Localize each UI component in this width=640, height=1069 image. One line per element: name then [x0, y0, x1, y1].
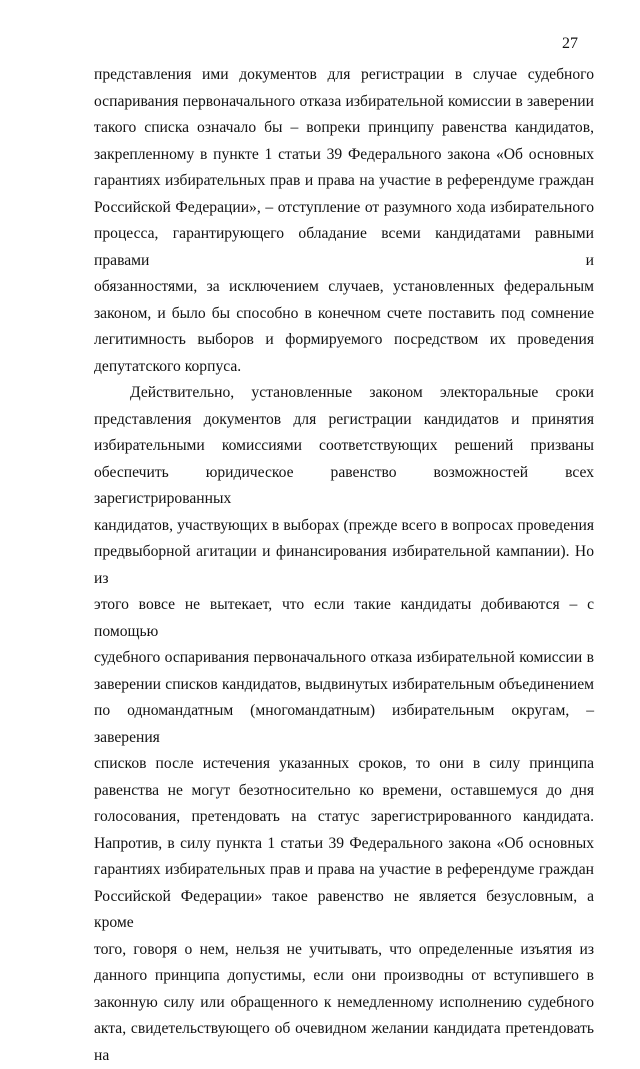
paragraph-1-line-10: легитимность выборов и формируемого посредством их проведения	[94, 331, 594, 348]
paragraph-2-line-17: того, говоря о нем, нельзя не учитывать, что определенные изъятия из	[94, 940, 594, 958]
paragraph-2-line-19: законную силу или обращенного к немедленному исполнению судебного	[94, 993, 594, 1011]
paragraph-1-line-11: депутатского корпуса.	[94, 357, 242, 375]
paragraph-1-line-9: законом, и было бы способно в конечном счете поставить под сомнение	[94, 304, 594, 322]
paragraph-2-line-8: судебного оспаривания первоначального отказа избирательной комиссии в	[94, 649, 594, 666]
paragraph-2-line-13: голосования, претендовать на статус зарегистрированного кандидата.	[94, 808, 594, 825]
paragraph-2-line-18: данного принципа допустимы, если они производны от вступившего в	[94, 967, 594, 984]
paragraph-2-line-3: избирательными комиссиями соответствующих решений призваны	[94, 437, 594, 454]
paragraph-2-line-7: этого вовсе не вытекает, что если такие кандидаты добиваются – с помощью	[94, 596, 594, 640]
paragraph-1-line-6: Российской Федерации», – отступление от разумного хода избирательного	[94, 198, 594, 216]
paragraph-1-line-1: представления ими документов для регистрации в случае судебного	[94, 66, 594, 83]
paragraph-1-line-3: такого списка означало бы – вопреки принципу равенства кандидатов,	[94, 119, 594, 136]
page-number: 27	[562, 35, 578, 52]
paragraph-2-line-16: Российской Федерации» такое равенство не является безусловным, а кроме	[94, 887, 594, 931]
paragraph-2-line-4: обеспечить юридическое равенство возможностей всех зарегистрированных	[94, 463, 594, 507]
paragraph-1-line-4: закрепленному в пункте 1 статьи 39 Федерального закона «Об основных	[94, 145, 594, 163]
paragraph-1-line-7: процесса, гарантирующего обладание всеми кандидатами равными правами и	[94, 225, 594, 269]
paragraph-1-line-5: гарантиях избирательных прав и права на участие в референдуме граждан	[94, 172, 594, 189]
paragraph-2-line-9: заверении списков кандидатов, выдвинутых избирательным объединением	[94, 675, 594, 693]
paragraph-2-line-6: предвыборной агитации и финансирования избирательной кампании). Но из	[94, 543, 594, 587]
paragraph-2-line-2: представления документов для регистрации кандидатов и принятия	[94, 410, 594, 428]
paragraph-2-line-20: акта, свидетельствующего об очевидном желании кандидата претендовать на	[94, 1020, 594, 1064]
paragraph-2-line-5: кандидатов, участвующих в выборах (прежде всего в вопросах проведения	[94, 516, 594, 534]
paragraph-1-line-2: оспаривания первоначального отказа избирательной комиссии в заверении	[94, 92, 594, 110]
paragraph-2-line-11: списков после истечения указанных сроков, то они в силу принципа	[94, 755, 594, 772]
paragraph-2-line-10: по одномандатным (многомандатным) избирательным округам, – заверения	[94, 702, 594, 746]
document-body	[94, 62, 594, 1069]
paragraph-2-line-15: гарантиях избирательных прав и права на участие в референдуме граждан	[94, 861, 594, 878]
paragraph-2-line-1: Действительно, установленные законом электоральные сроки	[130, 384, 594, 401]
paragraph-2-line-12: равенства не могут безотносительно ко времени, оставшемуся до дня	[94, 781, 594, 799]
paragraph-2-line-14: Напротив, в силу пункта 1 статьи 39 Федерального закона «Об основных	[94, 834, 594, 852]
paragraph-1-line-8: обязанностями, за исключением случаев, установленных федеральным	[94, 278, 594, 295]
